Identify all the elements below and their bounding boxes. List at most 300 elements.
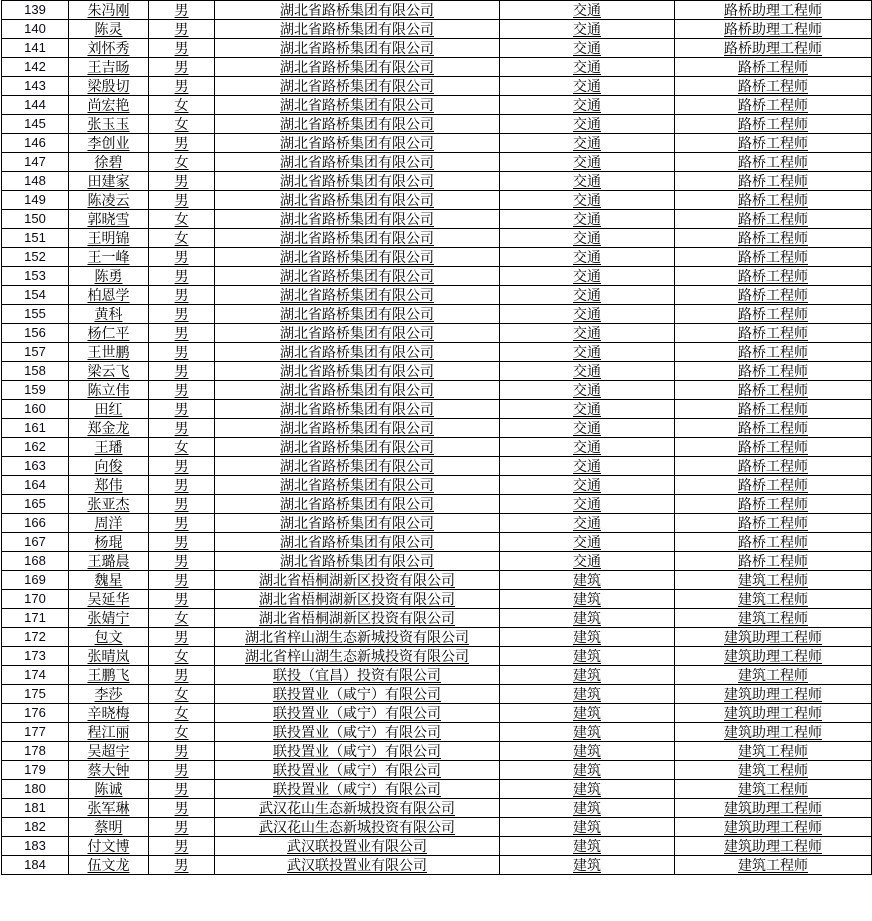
cell-gender: 男: [149, 856, 215, 875]
cell-name: 李创业: [69, 134, 149, 153]
cell-title: 路桥工程师: [675, 400, 872, 419]
cell-company: 湖北省路桥集团有限公司: [215, 343, 500, 362]
cell-company: 湖北省梓山湖生态新城投资有限公司: [215, 647, 500, 666]
cell-title: 路桥工程师: [675, 305, 872, 324]
cell-gender: 男: [149, 457, 215, 476]
cell-category: 建筑: [500, 704, 675, 723]
table-row: [2, 552, 872, 571]
cell-name: 杨仁平: [69, 324, 149, 343]
cell-category: 交通: [500, 476, 675, 495]
cell-number: 144: [2, 96, 69, 115]
table-row: [2, 818, 872, 837]
cell-gender: 男: [149, 533, 215, 552]
cell-gender: 男: [149, 305, 215, 324]
cell-number: 156: [2, 324, 69, 343]
cell-gender: 男: [149, 58, 215, 77]
table-row: [2, 96, 872, 115]
cell-name: 魏星: [69, 571, 149, 590]
table-body: [2, 1, 872, 875]
table-row: [2, 419, 872, 438]
cell-category: 交通: [500, 153, 675, 172]
cell-company: 湖北省路桥集团有限公司: [215, 438, 500, 457]
cell-gender: 女: [149, 229, 215, 248]
cell-company: 联投置业（咸宁）有限公司: [215, 685, 500, 704]
cell-number: 153: [2, 267, 69, 286]
cell-title: 路桥工程师: [675, 248, 872, 267]
cell-title: 路桥工程师: [675, 58, 872, 77]
cell-title: 建筑工程师: [675, 590, 872, 609]
cell-category: 交通: [500, 20, 675, 39]
cell-gender: 男: [149, 742, 215, 761]
table-row: [2, 305, 872, 324]
cell-title: 路桥工程师: [675, 362, 872, 381]
cell-number: 177: [2, 723, 69, 742]
cell-gender: 男: [149, 419, 215, 438]
cell-company: 联投置业（咸宁）有限公司: [215, 742, 500, 761]
cell-title: 建筑助理工程师: [675, 628, 872, 647]
cell-number: 167: [2, 533, 69, 552]
cell-category: 交通: [500, 115, 675, 134]
table-row: [2, 837, 872, 856]
cell-gender: 男: [149, 343, 215, 362]
cell-company: 湖北省路桥集团有限公司: [215, 305, 500, 324]
cell-company: 联投置业（咸宁）有限公司: [215, 723, 500, 742]
cell-number: 176: [2, 704, 69, 723]
cell-category: 建筑: [500, 799, 675, 818]
cell-gender: 男: [149, 134, 215, 153]
cell-title: 路桥工程师: [675, 115, 872, 134]
cell-company: 武汉花山生态新城投资有限公司: [215, 818, 500, 837]
cell-title: 建筑助理工程师: [675, 799, 872, 818]
cell-name: 陈灵: [69, 20, 149, 39]
cell-title: 路桥工程师: [675, 476, 872, 495]
table-row: [2, 286, 872, 305]
cell-number: 172: [2, 628, 69, 647]
cell-title: 建筑工程师: [675, 571, 872, 590]
cell-title: 路桥工程师: [675, 191, 872, 210]
cell-name: 朱冯刚: [69, 1, 149, 20]
cell-category: 交通: [500, 58, 675, 77]
cell-company: 湖北省路桥集团有限公司: [215, 96, 500, 115]
cell-number: 183: [2, 837, 69, 856]
cell-title: 路桥工程师: [675, 533, 872, 552]
cell-number: 169: [2, 571, 69, 590]
cell-name: 陈立伟: [69, 381, 149, 400]
table-row: [2, 856, 872, 875]
table-row: [2, 229, 872, 248]
cell-name: 辛晓梅: [69, 704, 149, 723]
table-row: [2, 780, 872, 799]
cell-company: 湖北省路桥集团有限公司: [215, 381, 500, 400]
cell-company: 湖北省路桥集团有限公司: [215, 115, 500, 134]
cell-name: 王璠: [69, 438, 149, 457]
cell-category: 交通: [500, 248, 675, 267]
cell-number: 147: [2, 153, 69, 172]
cell-company: 湖北省路桥集团有限公司: [215, 514, 500, 533]
cell-company: 湖北省路桥集团有限公司: [215, 153, 500, 172]
cell-company: 联投置业（咸宁）有限公司: [215, 704, 500, 723]
table-row: [2, 115, 872, 134]
cell-number: 166: [2, 514, 69, 533]
cell-gender: 男: [149, 514, 215, 533]
cell-title: 建筑助理工程师: [675, 647, 872, 666]
cell-company: 武汉联投置业有限公司: [215, 856, 500, 875]
cell-category: 交通: [500, 39, 675, 58]
cell-title: 路桥工程师: [675, 381, 872, 400]
cell-name: 张亚杰: [69, 495, 149, 514]
cell-company: 湖北省路桥集团有限公司: [215, 286, 500, 305]
cell-name: 吴超宇: [69, 742, 149, 761]
cell-name: 王世鹏: [69, 343, 149, 362]
cell-title: 路桥工程师: [675, 438, 872, 457]
cell-category: 交通: [500, 172, 675, 191]
cell-name: 郑金龙: [69, 419, 149, 438]
cell-number: 160: [2, 400, 69, 419]
cell-number: 171: [2, 609, 69, 628]
cell-number: 164: [2, 476, 69, 495]
table-row: [2, 77, 872, 96]
cell-gender: 男: [149, 39, 215, 58]
cell-number: 165: [2, 495, 69, 514]
cell-gender: 男: [149, 400, 215, 419]
cell-name: 尚宏艳: [69, 96, 149, 115]
cell-category: 交通: [500, 343, 675, 362]
cell-number: 155: [2, 305, 69, 324]
cell-company: 湖北省路桥集团有限公司: [215, 362, 500, 381]
table-row: [2, 628, 872, 647]
cell-name: 柏恩学: [69, 286, 149, 305]
cell-category: 交通: [500, 438, 675, 457]
cell-title: 路桥助理工程师: [675, 1, 872, 20]
cell-company: 湖北省路桥集团有限公司: [215, 495, 500, 514]
cell-company: 湖北省路桥集团有限公司: [215, 229, 500, 248]
cell-name: 梁殷切: [69, 77, 149, 96]
table-row: [2, 134, 872, 153]
cell-category: 建筑: [500, 761, 675, 780]
table-row: [2, 609, 872, 628]
cell-gender: 女: [149, 647, 215, 666]
cell-name: 王明锦: [69, 229, 149, 248]
cell-title: 路桥工程师: [675, 172, 872, 191]
cell-name: 刘怀秀: [69, 39, 149, 58]
cell-category: 交通: [500, 400, 675, 419]
cell-title: 路桥工程师: [675, 286, 872, 305]
cell-title: 路桥工程师: [675, 343, 872, 362]
cell-gender: 男: [149, 799, 215, 818]
cell-category: 交通: [500, 229, 675, 248]
cell-category: 建筑: [500, 647, 675, 666]
table-row: [2, 742, 872, 761]
cell-title: 建筑工程师: [675, 609, 872, 628]
cell-name: 付文博: [69, 837, 149, 856]
cell-category: 建筑: [500, 666, 675, 685]
cell-title: 建筑工程师: [675, 761, 872, 780]
cell-gender: 女: [149, 723, 215, 742]
cell-number: 179: [2, 761, 69, 780]
cell-title: 建筑助理工程师: [675, 723, 872, 742]
cell-title: 建筑工程师: [675, 666, 872, 685]
cell-number: 154: [2, 286, 69, 305]
cell-category: 建筑: [500, 685, 675, 704]
table-row: [2, 514, 872, 533]
cell-category: 交通: [500, 96, 675, 115]
cell-number: 178: [2, 742, 69, 761]
cell-category: 交通: [500, 514, 675, 533]
cell-number: 148: [2, 172, 69, 191]
cell-category: 建筑: [500, 609, 675, 628]
cell-name: 李莎: [69, 685, 149, 704]
cell-number: 162: [2, 438, 69, 457]
cell-number: 158: [2, 362, 69, 381]
engineer-roster-table: [1, 0, 872, 875]
cell-category: 交通: [500, 267, 675, 286]
cell-company: 联投（宜昌）投资有限公司: [215, 666, 500, 685]
cell-name: 徐碧: [69, 153, 149, 172]
cell-category: 建筑: [500, 818, 675, 837]
table-row: [2, 20, 872, 39]
table-row: [2, 248, 872, 267]
cell-company: 湖北省路桥集团有限公司: [215, 58, 500, 77]
cell-number: 175: [2, 685, 69, 704]
cell-gender: 男: [149, 191, 215, 210]
cell-name: 张军琳: [69, 799, 149, 818]
cell-company: 湖北省路桥集团有限公司: [215, 1, 500, 20]
cell-company: 湖北省路桥集团有限公司: [215, 533, 500, 552]
cell-title: 路桥工程师: [675, 134, 872, 153]
cell-category: 交通: [500, 305, 675, 324]
cell-company: 湖北省路桥集团有限公司: [215, 476, 500, 495]
table-row: [2, 400, 872, 419]
table-row: [2, 571, 872, 590]
cell-gender: 女: [149, 609, 215, 628]
cell-number: 140: [2, 20, 69, 39]
cell-name: 张晴岚: [69, 647, 149, 666]
cell-category: 建筑: [500, 590, 675, 609]
table-row: [2, 58, 872, 77]
cell-number: 173: [2, 647, 69, 666]
cell-name: 梁云飞: [69, 362, 149, 381]
table-row: [2, 533, 872, 552]
cell-title: 路桥工程师: [675, 552, 872, 571]
cell-number: 170: [2, 590, 69, 609]
cell-category: 交通: [500, 419, 675, 438]
cell-gender: 男: [149, 1, 215, 20]
cell-name: 张玉玉: [69, 115, 149, 134]
cell-company: 湖北省路桥集团有限公司: [215, 324, 500, 343]
table-row: [2, 267, 872, 286]
cell-title: 建筑工程师: [675, 742, 872, 761]
cell-name: 程江丽: [69, 723, 149, 742]
cell-company: 联投置业（咸宁）有限公司: [215, 761, 500, 780]
cell-name: 向俊: [69, 457, 149, 476]
cell-name: 郑伟: [69, 476, 149, 495]
cell-title: 建筑助理工程师: [675, 837, 872, 856]
cell-title: 建筑助理工程师: [675, 685, 872, 704]
cell-company: 湖北省梓山湖生态新城投资有限公司: [215, 628, 500, 647]
table-row: [2, 647, 872, 666]
cell-name: 王璐晨: [69, 552, 149, 571]
cell-gender: 女: [149, 115, 215, 134]
cell-company: 湖北省路桥集团有限公司: [215, 400, 500, 419]
cell-name: 蔡大钟: [69, 761, 149, 780]
cell-title: 建筑助理工程师: [675, 704, 872, 723]
table-row: [2, 191, 872, 210]
cell-name: 陈勇: [69, 267, 149, 286]
cell-company: 湖北省路桥集团有限公司: [215, 419, 500, 438]
cell-title: 路桥工程师: [675, 495, 872, 514]
cell-gender: 男: [149, 761, 215, 780]
table-row: [2, 476, 872, 495]
cell-gender: 男: [149, 77, 215, 96]
cell-company: 湖北省路桥集团有限公司: [215, 134, 500, 153]
cell-company: 湖北省路桥集团有限公司: [215, 210, 500, 229]
cell-company: 湖北省路桥集团有限公司: [215, 172, 500, 191]
cell-name: 陈凌云: [69, 191, 149, 210]
cell-gender: 女: [149, 685, 215, 704]
cell-category: 交通: [500, 381, 675, 400]
cell-gender: 男: [149, 495, 215, 514]
cell-company: 湖北省路桥集团有限公司: [215, 191, 500, 210]
cell-number: 163: [2, 457, 69, 476]
cell-name: 伍文龙: [69, 856, 149, 875]
cell-company: 湖北省路桥集团有限公司: [215, 457, 500, 476]
table-row: [2, 39, 872, 58]
cell-gender: 女: [149, 438, 215, 457]
cell-gender: 女: [149, 153, 215, 172]
cell-category: 建筑: [500, 780, 675, 799]
cell-number: 174: [2, 666, 69, 685]
cell-gender: 男: [149, 248, 215, 267]
cell-company: 湖北省路桥集团有限公司: [215, 20, 500, 39]
cell-number: 157: [2, 343, 69, 362]
cell-gender: 男: [149, 476, 215, 495]
cell-company: 湖北省梧桐湖新区投资有限公司: [215, 571, 500, 590]
cell-number: 168: [2, 552, 69, 571]
cell-title: 路桥工程师: [675, 210, 872, 229]
cell-category: 建筑: [500, 571, 675, 590]
cell-name: 田红: [69, 400, 149, 419]
cell-name: 王吉旸: [69, 58, 149, 77]
cell-title: 建筑工程师: [675, 856, 872, 875]
cell-number: 150: [2, 210, 69, 229]
cell-company: 联投置业（咸宁）有限公司: [215, 780, 500, 799]
cell-title: 路桥工程师: [675, 267, 872, 286]
cell-company: 湖北省路桥集团有限公司: [215, 248, 500, 267]
table-row: [2, 1, 872, 20]
cell-number: 180: [2, 780, 69, 799]
cell-gender: 男: [149, 20, 215, 39]
cell-company: 湖北省路桥集团有限公司: [215, 39, 500, 58]
cell-company: 武汉联投置业有限公司: [215, 837, 500, 856]
table-row: [2, 590, 872, 609]
cell-number: 146: [2, 134, 69, 153]
cell-gender: 女: [149, 210, 215, 229]
cell-title: 路桥工程师: [675, 514, 872, 533]
cell-number: 152: [2, 248, 69, 267]
cell-gender: 男: [149, 286, 215, 305]
cell-number: 151: [2, 229, 69, 248]
cell-number: 161: [2, 419, 69, 438]
cell-number: 141: [2, 39, 69, 58]
cell-category: 交通: [500, 210, 675, 229]
cell-company: 武汉花山生态新城投资有限公司: [215, 799, 500, 818]
cell-category: 建筑: [500, 723, 675, 742]
cell-category: 交通: [500, 134, 675, 153]
cell-gender: 男: [149, 362, 215, 381]
table-row: [2, 172, 872, 191]
cell-category: 建筑: [500, 856, 675, 875]
cell-title: 路桥助理工程师: [675, 39, 872, 58]
cell-gender: 男: [149, 571, 215, 590]
cell-gender: 男: [149, 628, 215, 647]
cell-company: 湖北省梧桐湖新区投资有限公司: [215, 590, 500, 609]
cell-number: 184: [2, 856, 69, 875]
table-row: [2, 704, 872, 723]
cell-category: 建筑: [500, 742, 675, 761]
cell-title: 建筑助理工程师: [675, 818, 872, 837]
table-row: [2, 799, 872, 818]
cell-name: 吴延华: [69, 590, 149, 609]
cell-company: 湖北省路桥集团有限公司: [215, 552, 500, 571]
cell-name: 蔡明: [69, 818, 149, 837]
cell-number: 139: [2, 1, 69, 20]
cell-number: 182: [2, 818, 69, 837]
table-row: [2, 324, 872, 343]
cell-name: 杨琨: [69, 533, 149, 552]
cell-category: 交通: [500, 457, 675, 476]
cell-name: 包文: [69, 628, 149, 647]
table-row: [2, 666, 872, 685]
cell-category: 建筑: [500, 628, 675, 647]
cell-name: 周洋: [69, 514, 149, 533]
cell-category: 交通: [500, 286, 675, 305]
cell-category: 交通: [500, 1, 675, 20]
cell-title: 路桥助理工程师: [675, 20, 872, 39]
cell-title: 路桥工程师: [675, 419, 872, 438]
cell-gender: 男: [149, 267, 215, 286]
table-row: [2, 495, 872, 514]
cell-gender: 女: [149, 704, 215, 723]
table-row: [2, 457, 872, 476]
cell-category: 交通: [500, 533, 675, 552]
cell-gender: 男: [149, 324, 215, 343]
cell-category: 交通: [500, 495, 675, 514]
cell-gender: 女: [149, 96, 215, 115]
cell-number: 145: [2, 115, 69, 134]
table-row: [2, 343, 872, 362]
cell-category: 交通: [500, 191, 675, 210]
cell-title: 路桥工程师: [675, 77, 872, 96]
cell-category: 交通: [500, 77, 675, 96]
cell-name: 陈诚: [69, 780, 149, 799]
cell-gender: 男: [149, 172, 215, 191]
cell-title: 建筑工程师: [675, 780, 872, 799]
cell-gender: 男: [149, 590, 215, 609]
cell-number: 181: [2, 799, 69, 818]
cell-name: 王一峰: [69, 248, 149, 267]
table-row: [2, 761, 872, 780]
cell-number: 143: [2, 77, 69, 96]
table-row: [2, 362, 872, 381]
cell-number: 159: [2, 381, 69, 400]
table-row: [2, 210, 872, 229]
cell-gender: 男: [149, 552, 215, 571]
cell-category: 建筑: [500, 837, 675, 856]
cell-gender: 男: [149, 381, 215, 400]
cell-title: 路桥工程师: [675, 153, 872, 172]
cell-company: 湖北省路桥集团有限公司: [215, 77, 500, 96]
cell-gender: 男: [149, 666, 215, 685]
